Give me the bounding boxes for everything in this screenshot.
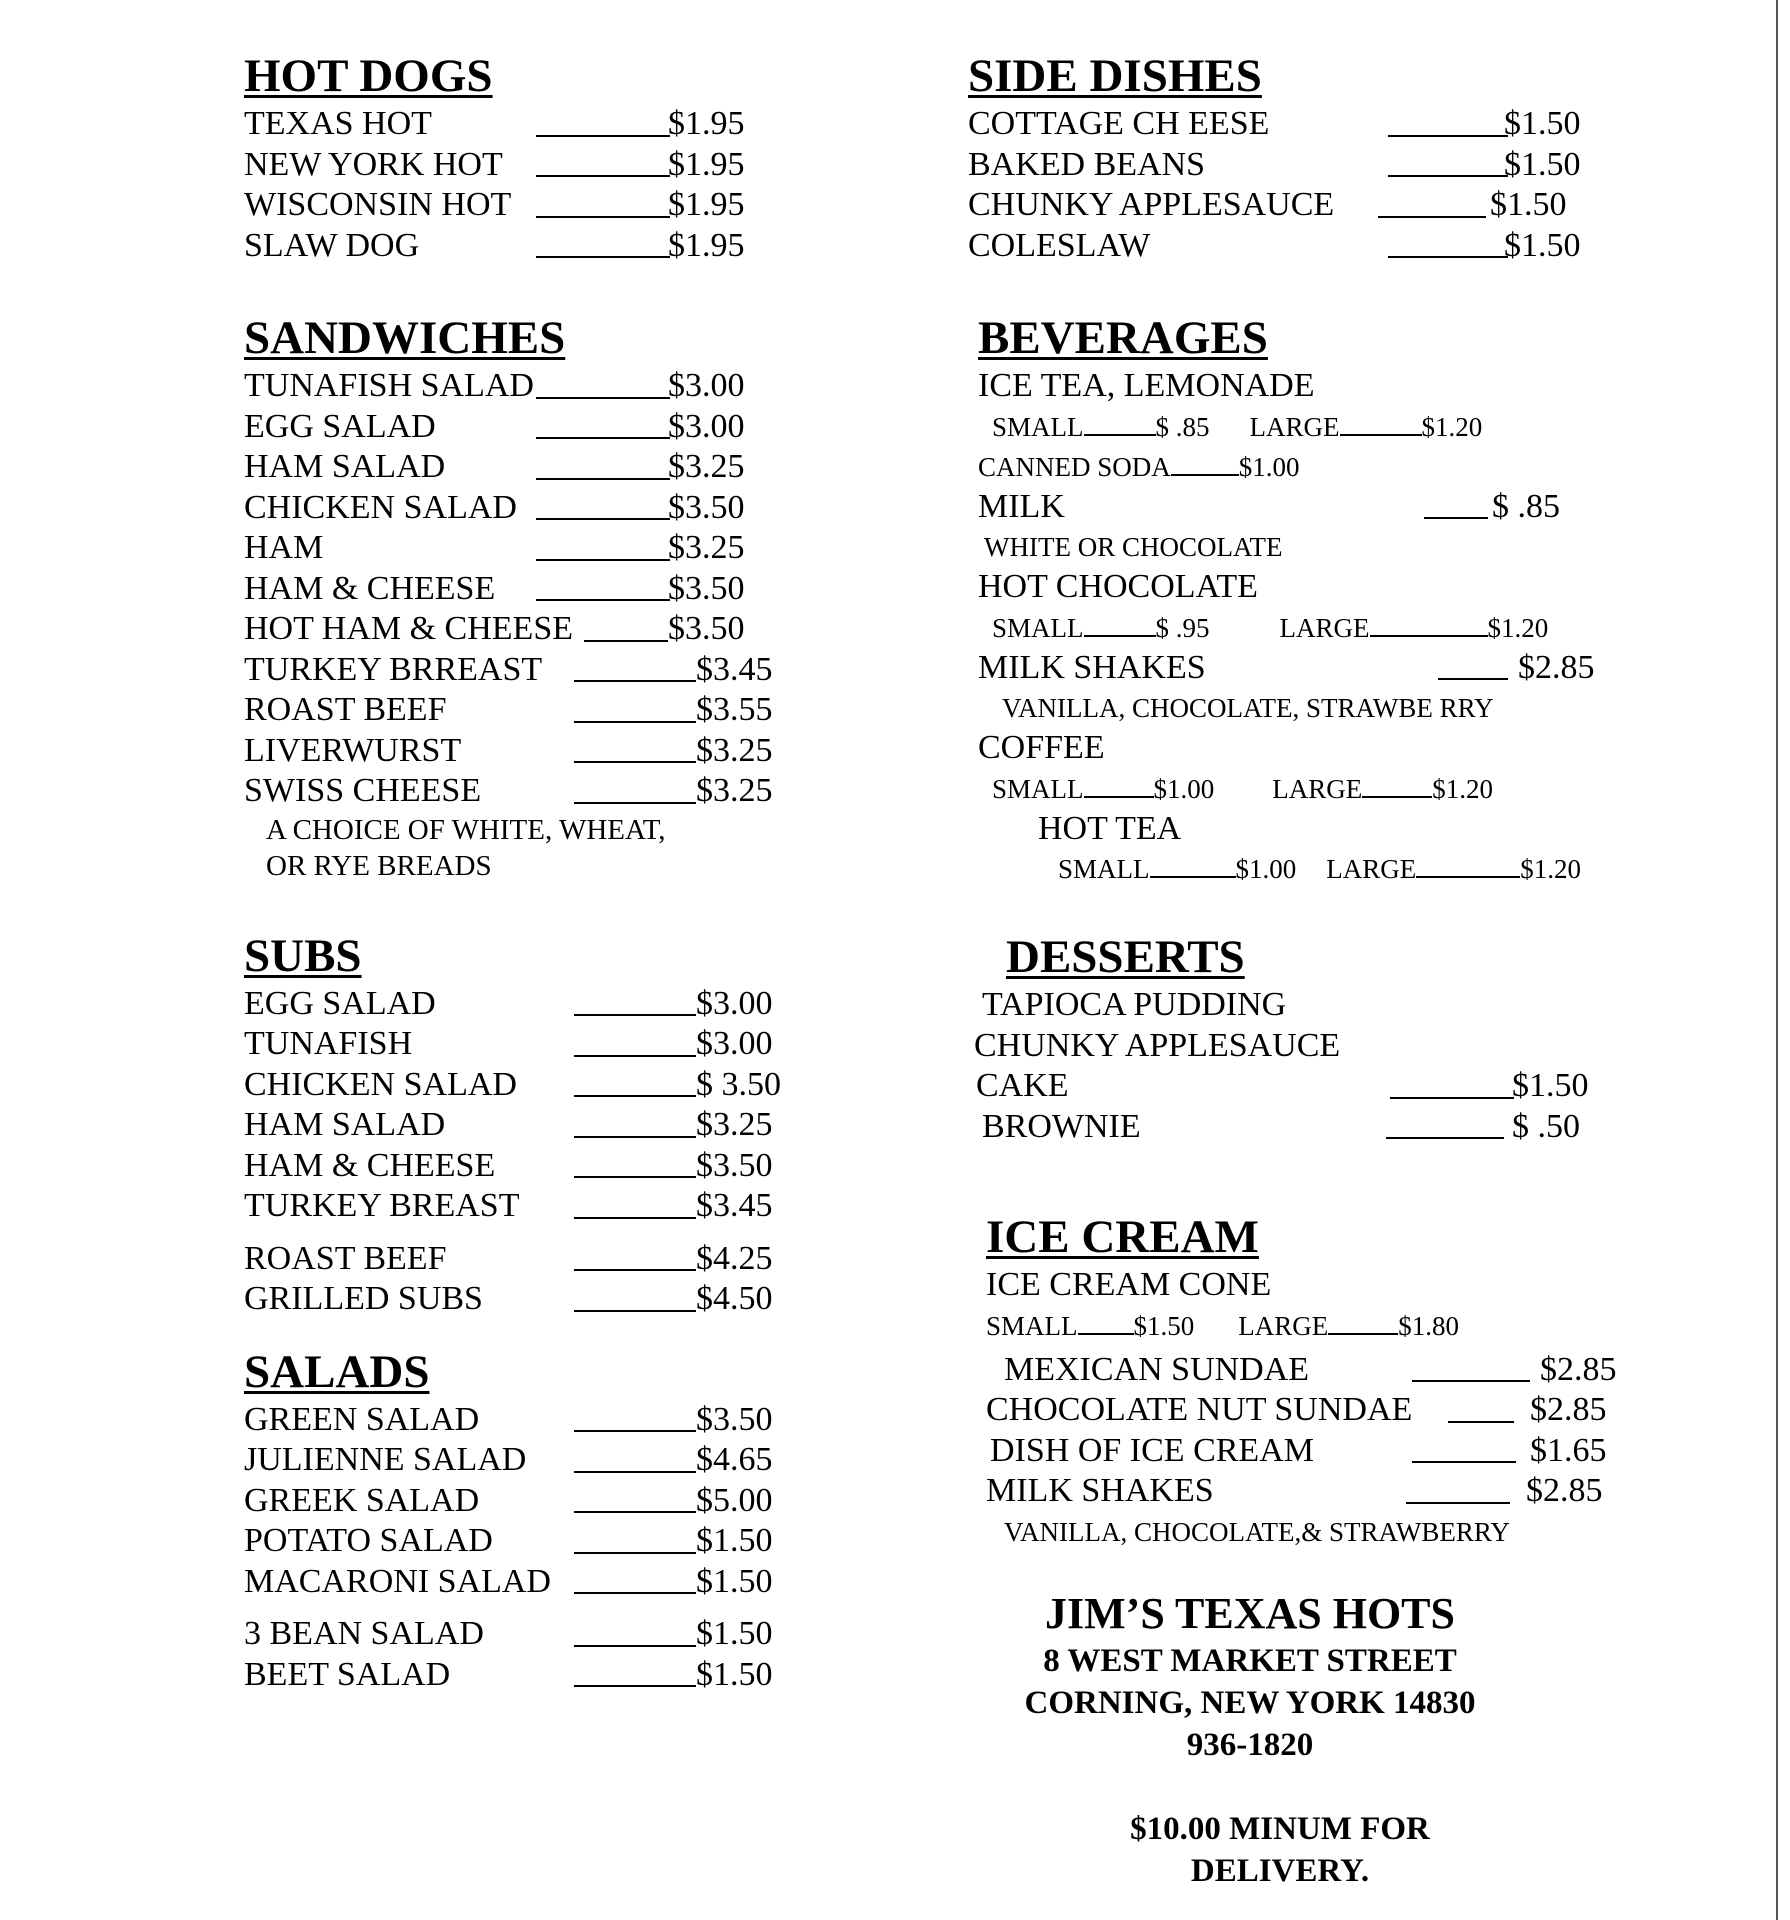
size-price: $ .85 xyxy=(1155,411,1210,442)
item-price: $3.25 xyxy=(696,772,773,809)
hot-chocolate-sizes xyxy=(978,608,1628,648)
item-name: CHUNKY APPLESAUCE xyxy=(968,186,1335,223)
item-name: CHICKEN SALAD xyxy=(244,1065,517,1103)
size-price: $1.20 xyxy=(1487,612,1549,643)
shakes-flavor-note: VANILLA, CHOCOLATE,& STRAWBERRY xyxy=(1004,1516,1510,1547)
price-leader xyxy=(1386,1137,1504,1139)
price-leader xyxy=(536,478,670,480)
size-label: LARGE xyxy=(1238,1310,1329,1341)
menu-item xyxy=(244,1440,804,1481)
item-name: CHOCOLATE NUT SUNDAE xyxy=(986,1391,1413,1428)
item-price: $1.50 xyxy=(1512,1067,1589,1104)
menu-item xyxy=(244,984,804,1025)
applesauce-item: CHUNKY APPLESAUCE xyxy=(974,1026,1341,1064)
size-label: LARGE xyxy=(1272,773,1363,804)
menu-item xyxy=(244,1521,804,1562)
hot-tea-sizes xyxy=(978,849,1628,889)
milk-shakes-note: VANILLA, CHOCOLATE, STRAWBE RRY xyxy=(1002,693,1494,723)
item-price: $1.50 xyxy=(1504,105,1581,142)
milk-shakes-row xyxy=(978,648,1628,689)
item-name: MILK SHAKES xyxy=(986,1472,1214,1509)
menu-item xyxy=(968,185,1628,226)
price-leader xyxy=(574,761,696,763)
item-name: SLAW DOG xyxy=(244,226,420,264)
price-leader xyxy=(1328,1311,1398,1335)
item-price: $3.25 xyxy=(668,448,745,485)
size-price: $1.80 xyxy=(1398,1310,1460,1341)
menu-item xyxy=(968,145,1628,186)
item-name: HAM SALAD xyxy=(244,448,446,485)
item-name: GREEN SALAD xyxy=(244,1400,480,1438)
side-dishes-heading: SIDE DISHES xyxy=(968,50,1262,102)
menu-item xyxy=(244,104,804,145)
item-price: $3.25 xyxy=(668,529,745,566)
price-leader xyxy=(574,1269,696,1271)
ice-cream-cone-sizes xyxy=(986,1306,1628,1346)
price-leader xyxy=(574,1592,696,1594)
menu-item xyxy=(244,1065,804,1106)
item-name: MEXICAN SUNDAE xyxy=(1004,1350,1310,1388)
menu-item xyxy=(968,104,1628,145)
menu-item xyxy=(244,1481,804,1522)
item-price: $3.45 xyxy=(696,1187,773,1224)
price-leader xyxy=(584,640,668,642)
bread-note: OR RYE BREADS xyxy=(266,849,492,882)
hot-tea-label: HOT TEA xyxy=(1038,809,1182,847)
size-label: SMALL xyxy=(1058,854,1150,884)
ice-cream-cone-label: ICE CREAM CONE xyxy=(986,1266,1272,1303)
price-leader xyxy=(574,721,696,723)
menu-item xyxy=(244,650,804,691)
item-name: 3 BEAN SALAD xyxy=(244,1615,484,1652)
menu-item xyxy=(244,1279,804,1320)
price-leader xyxy=(536,175,670,177)
item-name: TURKEY BREAST xyxy=(244,1187,520,1224)
price-leader xyxy=(574,1552,696,1554)
menu-item xyxy=(986,1350,1628,1391)
price-leader xyxy=(1378,216,1486,218)
item-price: $3.25 xyxy=(696,731,773,769)
size-price: $ .95 xyxy=(1155,612,1210,643)
price-leader xyxy=(1424,517,1488,519)
item-name: CAKE xyxy=(976,1067,1069,1104)
hot-dogs-heading: HOT DOGS xyxy=(244,50,493,102)
item-name: GREEK SALAD xyxy=(244,1481,480,1519)
menu-item xyxy=(986,1471,1628,1512)
price-leader xyxy=(536,256,670,258)
item-price: $3.50 xyxy=(696,1146,773,1184)
price-leader xyxy=(1078,1311,1134,1335)
right-column xyxy=(968,48,1628,1596)
item-name: DISH OF ICE CREAM xyxy=(990,1431,1314,1469)
item-name: COTTAGE CH EESE xyxy=(968,105,1270,142)
hot-chocolate-label: HOT CHOCOLATE xyxy=(978,568,1258,605)
coffee-sizes xyxy=(978,769,1628,809)
item-price: $ .50 xyxy=(1512,1107,1580,1145)
tapioca-item: TAPIOCA PUDDING xyxy=(982,986,1287,1023)
price-leader xyxy=(536,135,670,137)
item-price: $1.50 xyxy=(1504,226,1581,264)
desserts-section xyxy=(968,929,1628,1147)
item-price: $1.95 xyxy=(668,226,745,264)
sandwiches-heading: SANDWICHES xyxy=(244,312,566,364)
item-price: $3.00 xyxy=(668,367,745,404)
item-price: $3.00 xyxy=(668,407,745,445)
price-leader xyxy=(1388,256,1508,258)
price-leader xyxy=(1340,412,1422,436)
item-name: HOT HAM & CHEESE xyxy=(244,610,573,647)
item-name: CHICKEN SALAD xyxy=(244,488,517,526)
price-leader xyxy=(1390,1097,1514,1099)
item-price: $1.00 xyxy=(1238,451,1300,482)
size-label: SMALL xyxy=(992,612,1084,643)
price-leader xyxy=(1084,774,1154,798)
size-label: SMALL xyxy=(992,773,1084,804)
menu-item xyxy=(244,1562,804,1603)
item-price: $3.50 xyxy=(668,610,745,647)
salads-section xyxy=(244,1344,804,1696)
item-name: TUNAFISH xyxy=(244,1025,413,1062)
menu-item xyxy=(244,1239,804,1280)
size-price: $1.20 xyxy=(1432,773,1494,804)
page-edge xyxy=(1776,0,1778,1920)
menu-item xyxy=(244,226,804,267)
price-leader xyxy=(1370,613,1488,637)
price-leader xyxy=(574,680,696,682)
item-price: $4.50 xyxy=(696,1280,773,1317)
item-name: MACARONI SALAD xyxy=(244,1562,551,1600)
item-name: JULIENNE SALAD xyxy=(244,1441,527,1478)
shop-info xyxy=(980,1588,1520,1892)
size-price: $1.00 xyxy=(1235,854,1297,884)
shop-city: CORNING, NEW YORK 14830 xyxy=(1024,1685,1476,1721)
menu-item xyxy=(968,226,1628,267)
item-price: $3.50 xyxy=(668,488,745,526)
shop-phone: 936-1820 xyxy=(1186,1727,1314,1763)
price-leader xyxy=(1412,1461,1516,1463)
item-price: $1.95 xyxy=(668,145,745,183)
menu-item xyxy=(244,1146,804,1187)
menu-item xyxy=(244,528,804,569)
subs-section xyxy=(244,928,804,1320)
price-leader xyxy=(1084,412,1156,436)
item-price: $3.25 xyxy=(696,1106,773,1143)
item-name: HAM xyxy=(244,529,324,566)
price-leader xyxy=(574,802,696,804)
item-price: $3.50 xyxy=(668,569,745,607)
item-name: BEET SALAD xyxy=(244,1655,451,1693)
beverages-heading: BEVERAGES xyxy=(978,312,1268,364)
menu-item xyxy=(244,1400,804,1441)
brownie-row xyxy=(968,1107,1628,1148)
size-label: SMALL xyxy=(992,411,1084,442)
menu-item xyxy=(244,771,804,812)
price-leader xyxy=(1406,1502,1510,1504)
item-price: $1.50 xyxy=(1504,145,1581,183)
price-leader xyxy=(574,1471,696,1473)
item-name: TUNAFISH SALAD xyxy=(244,367,534,404)
item-name: HAM & CHEESE xyxy=(244,1146,496,1184)
item-name: CANNED SODA xyxy=(978,451,1171,482)
menu-item xyxy=(244,1655,804,1696)
canned-soda-row xyxy=(978,447,1628,487)
milk-row xyxy=(978,487,1628,528)
item-name: SWISS CHEESE xyxy=(244,772,482,809)
price-leader xyxy=(574,1095,696,1097)
ice-tea-label: ICE TEA, LEMONADE xyxy=(978,367,1315,404)
item-name: EGG SALAD xyxy=(244,407,436,445)
item-price: $2.85 xyxy=(1530,1391,1607,1428)
item-price: $3.00 xyxy=(696,1025,773,1062)
item-price: $1.50 xyxy=(696,1615,773,1652)
menu-item xyxy=(986,1390,1628,1431)
price-leader xyxy=(536,559,670,561)
item-name: LIVERWURST xyxy=(244,731,462,769)
menu-item xyxy=(244,731,804,772)
item-name: COLESLAW xyxy=(968,226,1151,264)
price-leader xyxy=(536,216,670,218)
price-leader xyxy=(1362,774,1432,798)
item-price: $1.50 xyxy=(696,1562,773,1600)
item-name: WISCONSIN HOT xyxy=(244,186,512,223)
item-name: ROAST BEEF xyxy=(244,1239,447,1277)
item-price: $1.50 xyxy=(696,1655,773,1693)
delivery-minimum: $10.00 MINUM FOR DELIVERY. xyxy=(1130,1811,1430,1889)
price-leader xyxy=(1416,854,1520,878)
price-leader xyxy=(1084,613,1156,637)
side-dishes-section xyxy=(968,48,1628,266)
menu-item xyxy=(244,145,804,186)
item-price: $4.25 xyxy=(696,1239,773,1277)
item-price: $2.85 xyxy=(1540,1350,1617,1388)
item-name: TURKEY BRREAST xyxy=(244,650,543,688)
item-name: BROWNIE xyxy=(982,1107,1141,1145)
item-price: $3.00 xyxy=(696,984,773,1022)
item-price: $3.50 xyxy=(696,1400,773,1438)
menu-item xyxy=(244,609,804,650)
coffee-label: COFFEE xyxy=(978,729,1105,766)
price-leader xyxy=(1171,452,1239,476)
price-leader xyxy=(574,1176,696,1178)
size-price: $1.20 xyxy=(1421,411,1483,442)
shop-name: JIM’S TEXAS HOTS xyxy=(1045,1589,1455,1638)
ice-cream-heading: ICE CREAM xyxy=(986,1211,1259,1263)
item-price: $1.95 xyxy=(668,186,745,223)
menu-item xyxy=(986,1431,1628,1472)
size-price: $1.00 xyxy=(1153,773,1215,804)
item-price: $ .85 xyxy=(1492,487,1560,525)
price-leader xyxy=(574,1430,696,1432)
left-column xyxy=(244,48,804,1739)
item-name: HAM & CHEESE xyxy=(244,569,496,607)
item-price: $3.45 xyxy=(696,650,773,688)
shop-street: 8 WEST MARKET STREET xyxy=(1043,1643,1457,1679)
item-price: $2.85 xyxy=(1526,1472,1603,1509)
size-label: LARGE xyxy=(1326,854,1417,884)
item-price: $1.95 xyxy=(668,105,745,142)
price-leader xyxy=(1150,854,1236,878)
menu-item xyxy=(244,447,804,488)
price-leader xyxy=(1388,135,1508,137)
item-name: EGG SALAD xyxy=(244,984,436,1022)
item-name: MILK SHAKES xyxy=(978,648,1206,686)
sandwiches-section xyxy=(244,310,804,884)
price-leader xyxy=(574,1055,696,1057)
hot-dogs-section xyxy=(244,48,804,266)
price-leader xyxy=(1388,175,1508,177)
item-price: $2.85 xyxy=(1518,648,1595,686)
menu-item xyxy=(244,1186,804,1227)
subs-heading: SUBS xyxy=(244,929,362,982)
desserts-heading: DESSERTS xyxy=(1006,931,1245,983)
price-leader xyxy=(1448,1421,1514,1423)
beverages-section xyxy=(968,310,1628,889)
item-price: $4.65 xyxy=(696,1441,773,1478)
menu-item xyxy=(244,185,804,226)
item-name: HAM SALAD xyxy=(244,1106,446,1143)
item-price: $1.65 xyxy=(1530,1431,1607,1469)
size-label: SMALL xyxy=(986,1310,1078,1341)
ice-cream-section xyxy=(968,1209,1628,1552)
price-leader xyxy=(574,1217,696,1219)
price-leader xyxy=(536,397,670,399)
menu-item xyxy=(244,1614,804,1655)
size-price: $1.20 xyxy=(1520,854,1582,884)
bread-note: A CHOICE OF WHITE, WHEAT, xyxy=(266,813,666,846)
price-leader xyxy=(536,599,670,601)
item-price: $ 3.50 xyxy=(696,1065,781,1103)
item-name: GRILLED SUBS xyxy=(244,1280,483,1317)
price-leader xyxy=(574,1014,696,1016)
item-price: $5.00 xyxy=(696,1481,773,1519)
price-leader xyxy=(536,437,670,439)
item-name: POTATO SALAD xyxy=(244,1522,493,1559)
price-leader xyxy=(574,1685,696,1687)
milk-note: WHITE OR CHOCOLATE xyxy=(984,532,1283,562)
menu-item xyxy=(244,1024,804,1065)
price-leader xyxy=(574,1310,696,1312)
item-name: MILK xyxy=(978,487,1065,525)
menu-item xyxy=(244,366,804,407)
cake-row xyxy=(968,1066,1628,1107)
item-price: $3.55 xyxy=(696,691,773,728)
price-leader xyxy=(574,1136,696,1138)
price-leader xyxy=(574,1511,696,1513)
salads-heading: SALADS xyxy=(244,1345,430,1398)
menu-item xyxy=(244,569,804,610)
price-leader xyxy=(1412,1380,1530,1382)
item-name: ROAST BEEF xyxy=(244,691,447,728)
price-leader xyxy=(1438,678,1508,680)
price-leader xyxy=(536,518,670,520)
menu-item xyxy=(244,407,804,448)
menu-item xyxy=(244,690,804,731)
size-label: LARGE xyxy=(1249,411,1340,442)
size-price: $1.50 xyxy=(1133,1310,1195,1341)
item-price: $1.50 xyxy=(1490,186,1567,223)
price-leader xyxy=(574,1645,696,1647)
ice-tea-sizes xyxy=(978,407,1628,447)
menu-item xyxy=(244,1105,804,1146)
menu-item xyxy=(244,488,804,529)
item-name: TEXAS HOT xyxy=(244,105,432,142)
item-name: BAKED BEANS xyxy=(968,145,1206,183)
item-price: $1.50 xyxy=(696,1522,773,1559)
size-label: LARGE xyxy=(1279,612,1370,643)
item-name: NEW YORK HOT xyxy=(244,145,503,183)
